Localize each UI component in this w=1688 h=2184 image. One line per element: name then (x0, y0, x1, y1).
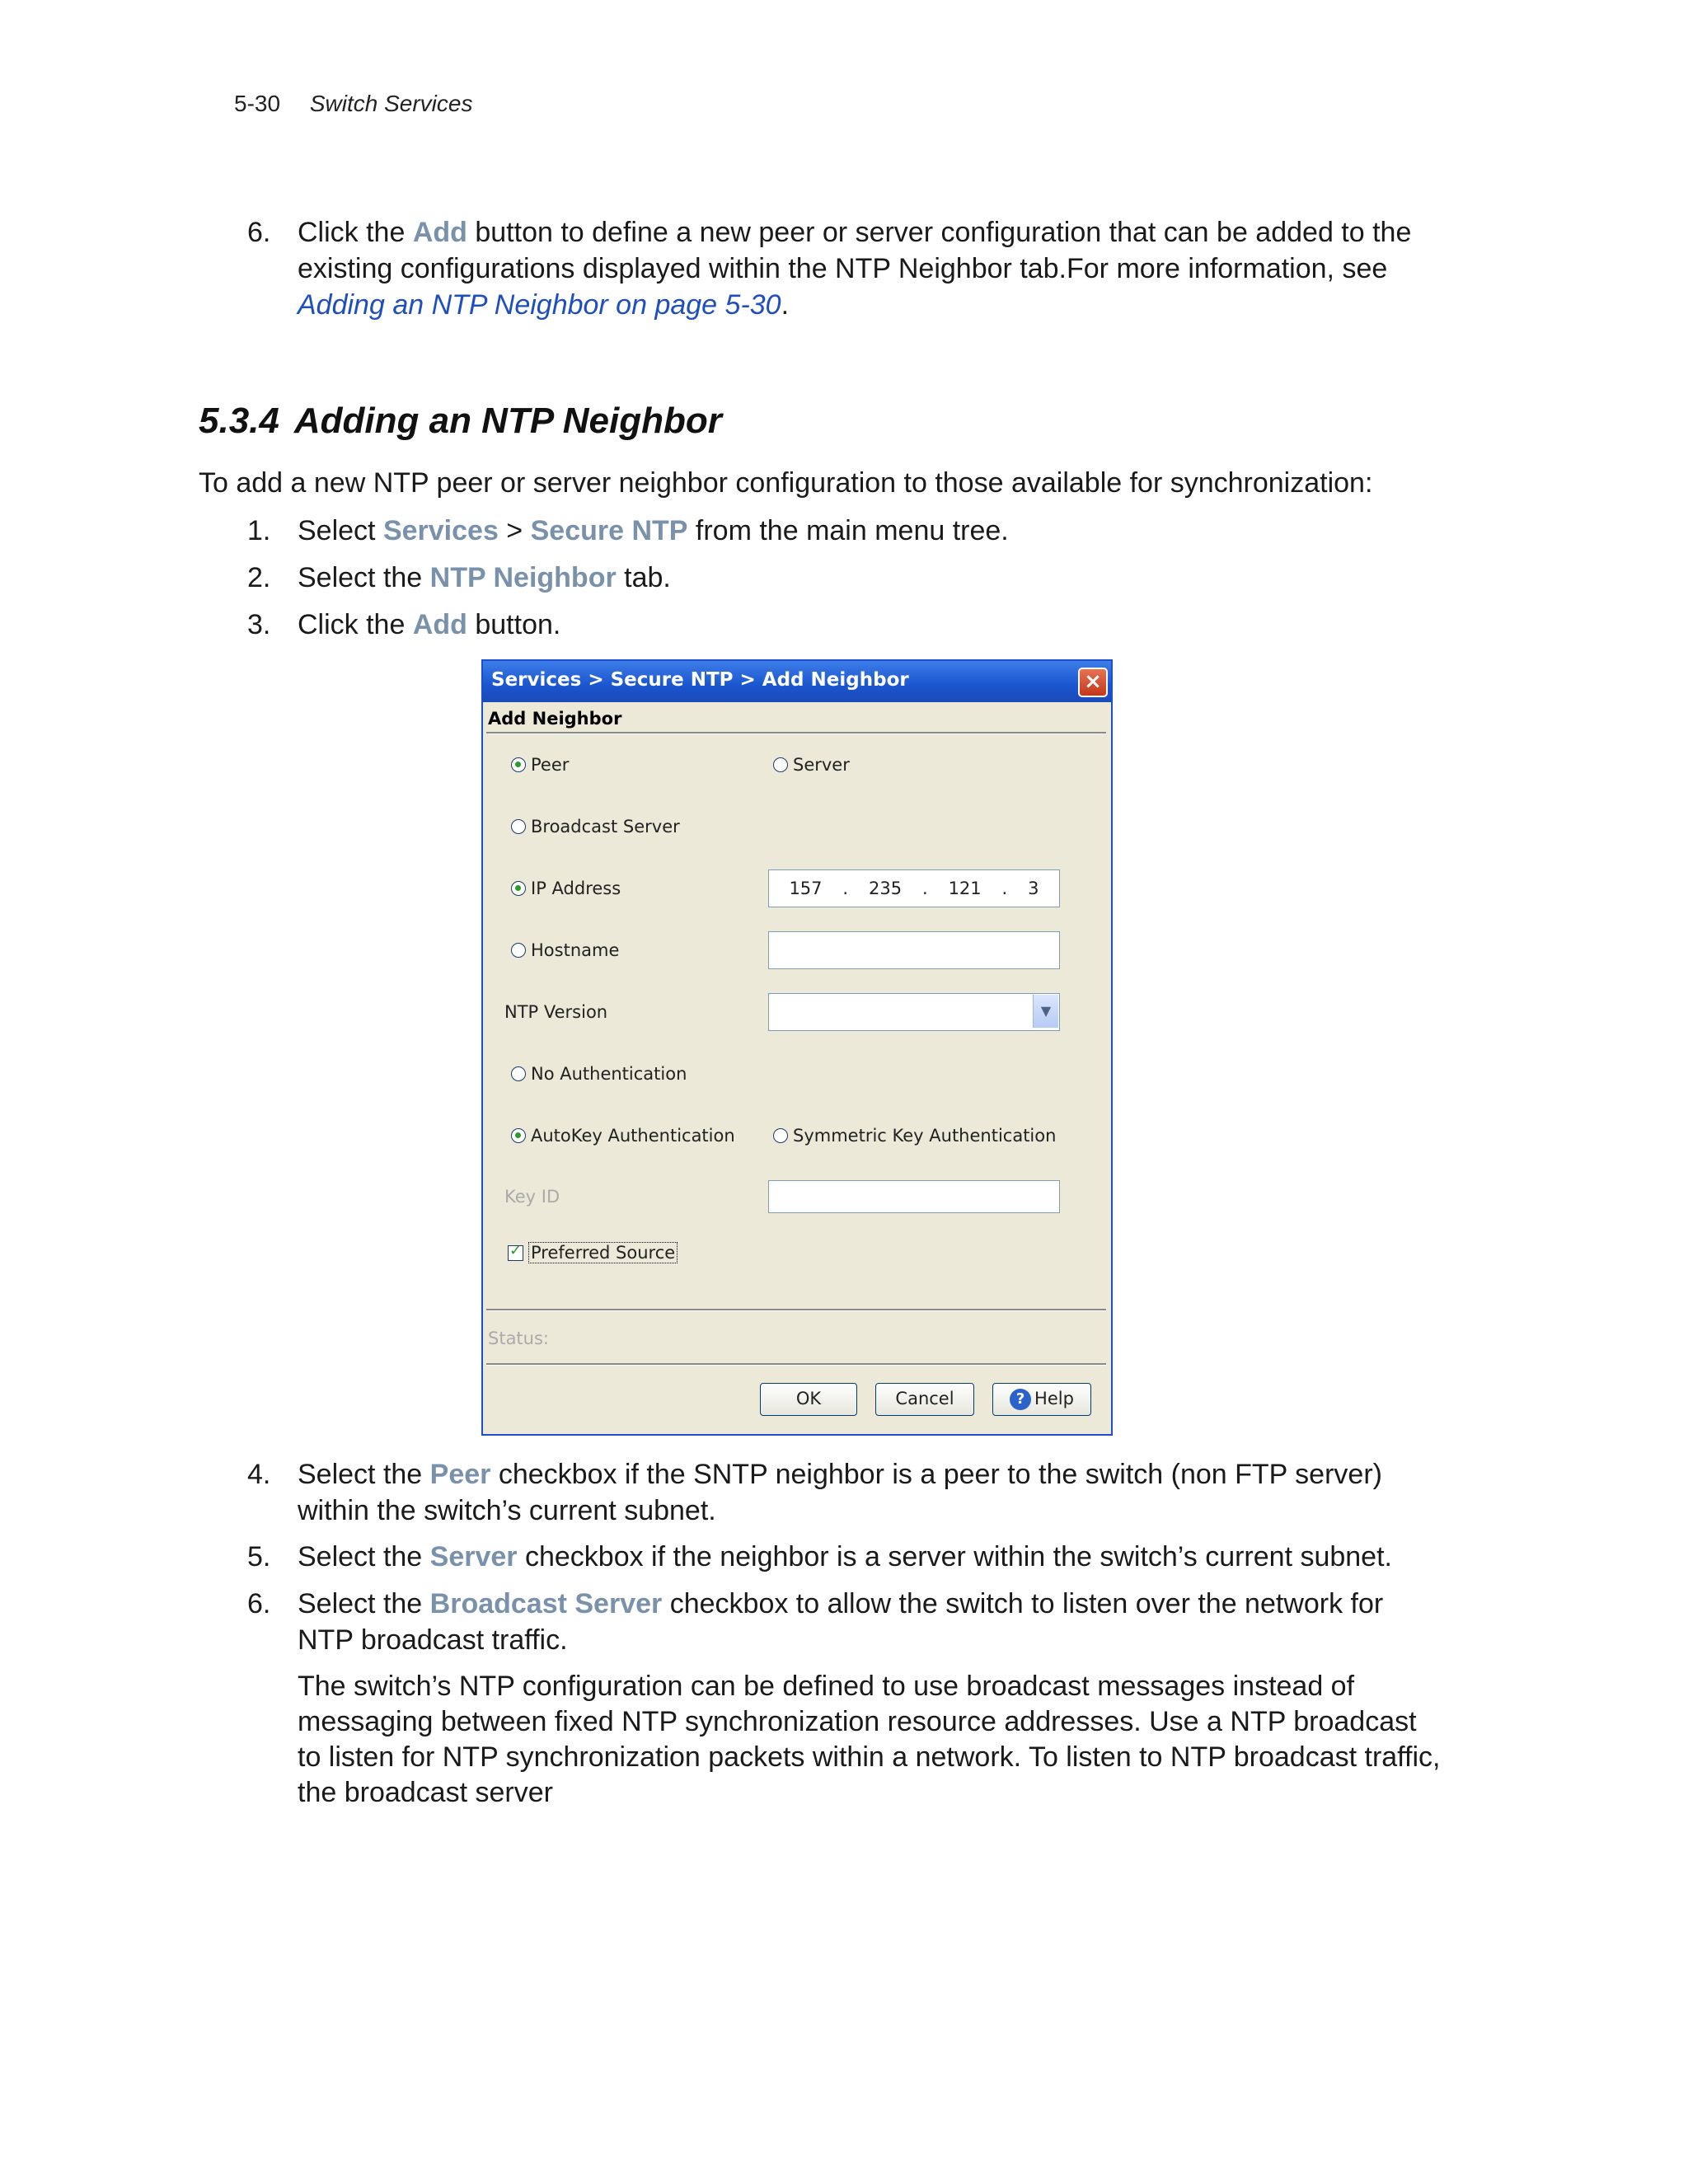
ntp-version-label: NTP Version (504, 1002, 608, 1022)
radio-icon (511, 943, 526, 958)
preferred-source-checkbox[interactable]: ✓ Preferred Source (508, 1242, 678, 1263)
key-id-input[interactable] (768, 1180, 1060, 1213)
checkbox-checked-icon (508, 1245, 523, 1261)
hostname-radio[interactable]: Hostname (511, 940, 619, 960)
page-number: 5-30 (234, 91, 281, 116)
header-section-title: Switch Services (309, 91, 473, 116)
list-item: 5. Select the Server checkbox if the neighbor is a server within the switch’s current subnet. (247, 1541, 1392, 1572)
dialog-title: Services > Secure NTP > Add Neighbor (491, 669, 909, 691)
radio-selected-icon (511, 881, 526, 896)
list-item: 1. Select Services > Secure NTP from the main menu tree. (247, 515, 1009, 546)
hostname-input[interactable] (768, 931, 1060, 969)
radio-selected-icon (511, 1128, 526, 1143)
status-label: Status: (488, 1329, 549, 1348)
chevron-down-icon[interactable]: ▼ (1033, 995, 1058, 1028)
page-header (234, 91, 472, 117)
radio-icon (773, 757, 788, 772)
list-item: 6. Select the Broadcast Server checkbox to allow the switch to listen over the network for NTP broadcast traffic. (247, 1588, 1384, 1656)
help-icon: ? (1010, 1389, 1031, 1410)
ntp-version-select[interactable] (768, 993, 1060, 1031)
ok-button[interactable]: OK (760, 1383, 857, 1416)
list-item: 6. Click the Add button to define a new peer or server configuration that can be added to the existing configurations displayed within the NTP Neighbor tab.For more information, see Adding an NTP Neighbor on page 5-30. (247, 217, 1412, 321)
radio-selected-icon (511, 757, 526, 772)
dialog-title-bar (483, 661, 1111, 702)
no-authentication-radio[interactable]: No Authentication (511, 1064, 687, 1084)
radio-icon (511, 819, 526, 834)
cancel-button[interactable]: Cancel (875, 1383, 974, 1416)
broadcast-server-radio[interactable]: Broadcast Server (511, 817, 680, 837)
help-button[interactable]: ? Help (992, 1383, 1091, 1416)
symmetric-key-authentication-radio[interactable]: Symmetric Key Authentication (773, 1126, 1056, 1146)
divider (486, 1363, 1106, 1366)
key-id-label: Key ID (504, 1187, 560, 1207)
dialog-heading: Add Neighbor (488, 709, 622, 729)
cross-reference-link[interactable]: Adding an NTP Neighbor on page 5-30 (298, 289, 781, 321)
peer-radio[interactable]: Peer (511, 755, 569, 775)
list-item: 2. Select the NTP Neighbor tab. (247, 562, 671, 593)
section-title: 5.3.4 Adding an NTP Neighbor (199, 401, 722, 441)
autokey-authentication-radio[interactable]: AutoKey Authentication (511, 1126, 735, 1146)
section-intro: To add a new NTP peer or server neighbor configuration to those available for synchronization: (199, 467, 1373, 499)
close-icon[interactable]: × (1078, 668, 1108, 697)
list-item: 3. Click the Add button. (247, 609, 561, 640)
ip-address-field[interactable]: 157 . 235 . 121 . 3 (768, 869, 1060, 907)
radio-icon (773, 1128, 788, 1143)
list-item: 4. Select the Peer checkbox if the SNTP neighbor is a peer to the switch (non FTP server) within the switch’s current subnet. (247, 1459, 1382, 1526)
radio-icon (511, 1066, 526, 1081)
divider (486, 732, 1106, 734)
divider (486, 1309, 1106, 1311)
body-paragraph: The switch’s NTP configuration can be defined to use broadcast messages instead of messaging between fixed NTP synchronization resource addresses. Use a NTP broadcast to listen for NTP synchronization packets within a network. To listen to NTP broadcast traffic, the broadcast server (298, 1671, 1441, 1808)
server-radio[interactable]: Server (773, 755, 850, 775)
ip-address-radio[interactable]: IP Address (511, 879, 621, 898)
add-neighbor-dialog (481, 659, 1113, 1436)
